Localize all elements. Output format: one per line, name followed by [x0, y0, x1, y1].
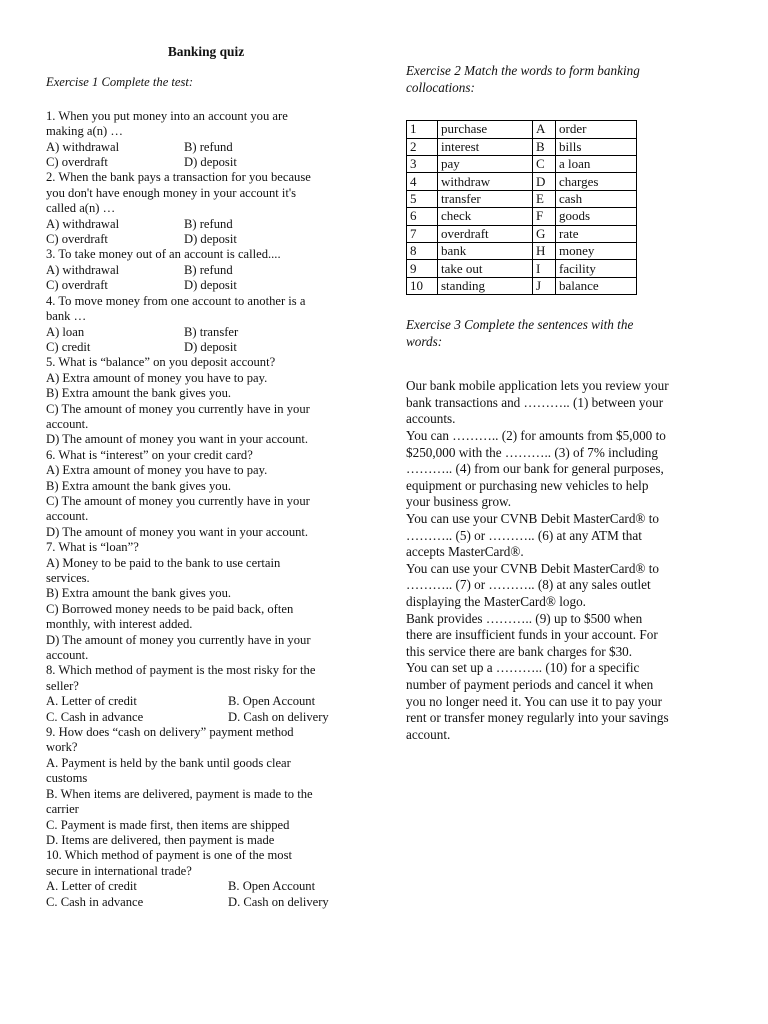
row-letter: E	[533, 190, 556, 207]
row-word: pay	[438, 155, 533, 172]
row-letter: D	[533, 173, 556, 190]
row-number: 4	[407, 173, 438, 190]
question-6	[46, 448, 358, 540]
paragraph-line: number of payment periods and cancel it when	[406, 676, 654, 692]
answer-option: A) withdrawal	[46, 262, 120, 277]
question-text-line: services.	[46, 571, 90, 585]
row-number: 10	[407, 277, 438, 294]
table-row	[407, 138, 637, 155]
answer-options-row	[46, 879, 358, 894]
answer-options-row	[46, 895, 358, 910]
paragraph-line: You can use your CVNB Debit MasterCard® to	[406, 560, 659, 576]
question-text-line: 2. When the bank pays a transaction for you because	[46, 170, 311, 185]
answer-option: A) withdrawal	[46, 139, 120, 154]
exercise-2-heading-line: collocations:	[406, 79, 475, 95]
row-number: 1	[407, 121, 438, 138]
row-collocation: cash	[556, 190, 637, 207]
question-text-line: account.	[46, 509, 89, 524]
question-text-line: 7. What is “loan”?	[46, 540, 139, 555]
row-letter: B	[533, 138, 556, 155]
answer-options-row	[46, 340, 358, 355]
answer-option: C. Cash in advance	[46, 709, 144, 724]
row-number: 3	[407, 155, 438, 172]
question-text-line: carrier	[46, 802, 79, 817]
question-1	[46, 109, 358, 171]
question-text-line: D) The amount of money you currently have in your	[46, 632, 311, 647]
page-title: Banking quiz	[167, 44, 245, 59]
row-letter: J	[533, 277, 556, 294]
answer-option: C. Cash in advance	[46, 894, 144, 909]
row-number: 2	[407, 138, 438, 155]
paragraph-line: displaying the MasterCard® logo.	[406, 594, 586, 609]
exercise-3-heading	[406, 317, 724, 350]
table-row	[407, 121, 637, 138]
answer-options-row	[46, 232, 358, 247]
question-text-line: making a(n) …	[46, 124, 123, 139]
question-text-line: C) The amount of money you currently have in your	[46, 493, 310, 508]
paragraph-line: Our bank mobile application lets you review your	[406, 378, 669, 394]
row-word: purchase	[438, 121, 533, 138]
row-letter: A	[533, 121, 556, 138]
answer-option: D) deposit	[184, 155, 237, 170]
collocation-table	[406, 120, 637, 295]
exercise-2-heading-line: Exercise 2 Match the words to form banking	[406, 63, 640, 78]
paragraph-line: ……….. (5) or ……….. (6) at any ATM that	[406, 527, 642, 543]
exercise-1-questions	[46, 109, 358, 910]
answer-option: C) overdraft	[46, 232, 108, 247]
table-row	[407, 260, 637, 277]
paragraph-line: accounts.	[406, 411, 456, 427]
question-text-line: A) Extra amount of money you have to pay.	[46, 370, 268, 385]
paragraph-line: You can set up a ……….. (10) for a specific	[406, 660, 640, 676]
answer-option: B. Open Account	[228, 694, 316, 709]
question-text-line: customs	[46, 771, 88, 786]
row-number: 6	[407, 208, 438, 225]
row-word: take out	[438, 260, 533, 277]
question-text-line: seller?	[46, 678, 79, 693]
answer-option: D) deposit	[184, 278, 237, 293]
question-text-line: 10. Which method of payment is one of the most	[46, 848, 293, 863]
exercise-3-heading-line: words:	[406, 333, 443, 349]
paragraph-line: your business grow.	[406, 494, 512, 510]
row-word: overdraft	[438, 225, 533, 242]
question-2	[46, 170, 358, 247]
answer-option: A. Letter of credit	[46, 694, 137, 709]
question-text-line: 5. What is “balance” on you deposit account?	[46, 355, 276, 370]
question-text-line: work?	[46, 740, 78, 755]
exercise-3-text	[406, 378, 724, 743]
paragraph-line: there are insufficient funds in your account. For	[406, 627, 658, 643]
paragraph-line: bank transactions and ……….. (1) between your	[406, 394, 664, 410]
paragraph-line: you no longer need it. You can use it to pay your	[406, 693, 663, 709]
paragraph-line: this service there are bank charges for $30.	[406, 643, 633, 659]
answer-option: A. Letter of credit	[46, 879, 137, 894]
answer-options-row	[46, 710, 358, 725]
table-row	[407, 173, 637, 190]
question-text-line: secure in international trade?	[46, 863, 192, 878]
question-text-line: A) Money to be paid to the bank to use certain	[46, 555, 281, 570]
row-letter: G	[533, 225, 556, 242]
paragraph-line: $250,000 with the ……….. (3) of 7% including	[406, 444, 658, 460]
answer-option: B) refund	[184, 262, 233, 277]
row-collocation: money	[556, 242, 637, 259]
question-text-line: 1. When you put money into an account you are	[46, 108, 288, 123]
row-collocation: order	[556, 121, 637, 138]
row-letter: C	[533, 155, 556, 172]
row-collocation: facility	[556, 260, 637, 277]
answer-options-row	[46, 140, 358, 155]
row-collocation: a loan	[556, 155, 637, 172]
question-8	[46, 663, 358, 725]
right-column	[406, 63, 724, 743]
row-collocation: goods	[556, 208, 637, 225]
question-text-line: A. Payment is held by the bank until goods clear	[46, 755, 291, 770]
question-5	[46, 355, 358, 447]
question-text-line: D) The amount of money you want in your account.	[46, 524, 309, 539]
answer-option: D. Cash on delivery	[228, 709, 329, 724]
table-row	[407, 225, 637, 242]
exercise-1-heading: Exercise 1 Complete the test:	[46, 75, 194, 90]
question-text-line: 4. To move money from one account to another is a	[46, 293, 306, 308]
row-word: transfer	[438, 190, 533, 207]
question-10	[46, 848, 358, 910]
paragraph-line: equipment or purchasing new vehicles to help	[406, 477, 649, 493]
answer-option: B) refund	[184, 216, 233, 231]
table-row	[407, 190, 637, 207]
answer-option: C) overdraft	[46, 278, 108, 293]
question-4	[46, 294, 358, 356]
answer-option: D) deposit	[184, 232, 237, 247]
row-collocation: bills	[556, 138, 637, 155]
question-text-line: 6. What is “interest” on your credit card?	[46, 447, 253, 462]
table-row	[407, 277, 637, 294]
question-text-line: D) The amount of money you want in your account.	[46, 432, 309, 447]
row-number: 5	[407, 190, 438, 207]
answer-options-row	[46, 325, 358, 340]
paragraph-line: ……….. (7) or ……….. (8) at any sales outlet	[406, 577, 651, 593]
answer-options-row	[46, 155, 358, 170]
answer-option: B) refund	[184, 139, 233, 154]
row-number: 8	[407, 242, 438, 259]
row-collocation: charges	[556, 173, 637, 190]
row-letter: I	[533, 260, 556, 277]
question-text-line: A) Extra amount of money you have to pay.	[46, 463, 268, 478]
question-text-line: B) Extra amount the bank gives you.	[46, 586, 232, 601]
question-text-line: monthly, with interest added.	[46, 617, 193, 632]
paragraph-line: Bank provides ……….. (9) up to $500 when	[406, 610, 643, 626]
question-9	[46, 725, 358, 848]
question-text-line: 3. To take money out of an account is called....	[46, 247, 281, 262]
question-text-line: called a(n) …	[46, 201, 116, 216]
row-word: standing	[438, 277, 533, 294]
question-text-line: C) The amount of money you currently have in your	[46, 401, 310, 416]
answer-options-row	[46, 217, 358, 232]
question-text-line: D. Items are delivered, then payment is made	[46, 832, 275, 847]
answer-option: B. Open Account	[228, 879, 316, 894]
question-text-line: account.	[46, 648, 89, 663]
question-3	[46, 247, 358, 293]
row-collocation: rate	[556, 225, 637, 242]
paragraph-line: accepts MasterCard®.	[406, 544, 524, 560]
paragraph-line: You can ……….. (2) for amounts from $5,000 to	[406, 428, 666, 444]
table-row	[407, 208, 637, 225]
row-word: bank	[438, 242, 533, 259]
row-letter: F	[533, 208, 556, 225]
question-text-line: bank …	[46, 309, 87, 324]
row-number: 7	[407, 225, 438, 242]
answer-option: D) deposit	[184, 339, 237, 354]
paragraph-line: ……….. (4) from our bank for general purposes,	[406, 461, 664, 477]
question-text-line: account.	[46, 416, 89, 431]
question-text-line: C. Payment is made first, then items are shipped	[46, 817, 290, 832]
answer-option: C) overdraft	[46, 155, 108, 170]
question-text-line: B) Extra amount the bank gives you.	[46, 478, 232, 493]
paragraph-line: rent or transfer money regularly into your savings	[406, 710, 669, 726]
question-text-line: B. When items are delivered, payment is made to the	[46, 786, 313, 801]
answer-option: C) credit	[46, 339, 91, 354]
left-column	[46, 44, 358, 910]
row-number: 9	[407, 260, 438, 277]
exercise-2-heading	[406, 63, 724, 96]
answer-option: A) withdrawal	[46, 216, 120, 231]
question-text-line: 9. How does “cash on delivery” payment method	[46, 725, 294, 740]
exercise-3-heading-line: Exercise 3 Complete the sentences with the	[406, 317, 634, 333]
answer-options-row	[46, 694, 358, 709]
answer-option: D. Cash on delivery	[228, 894, 329, 909]
paragraph-line: You can use your CVNB Debit MasterCard® to	[406, 511, 659, 527]
answer-option: B) transfer	[184, 324, 239, 339]
question-text-line: you don't have enough money in your account it's	[46, 185, 297, 200]
answer-option: A) loan	[46, 324, 85, 339]
row-word: withdraw	[438, 173, 533, 190]
answer-options-row	[46, 263, 358, 278]
row-letter: H	[533, 242, 556, 259]
table-row	[407, 242, 637, 259]
question-text-line: C) Borrowed money needs to be paid back, often	[46, 601, 294, 616]
question-7	[46, 540, 358, 663]
row-collocation: balance	[556, 277, 637, 294]
question-text-line: B) Extra amount the bank gives you.	[46, 386, 232, 401]
question-text-line: 8. Which method of payment is the most risky for the	[46, 663, 316, 678]
row-word: interest	[438, 138, 533, 155]
paragraph-line: account.	[406, 726, 451, 742]
table-row	[407, 155, 637, 172]
row-word: check	[438, 208, 533, 225]
answer-options-row	[46, 278, 358, 293]
